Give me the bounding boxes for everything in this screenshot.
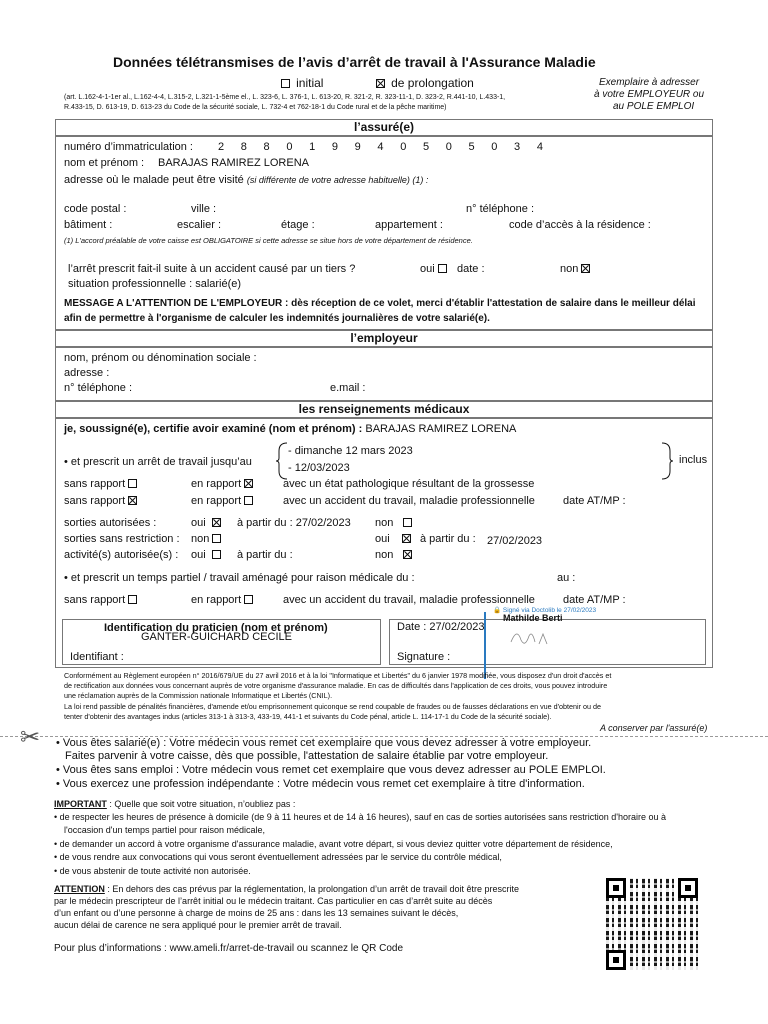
sorties-autorisees-date[interactable]: 27/02/2023 xyxy=(295,517,351,529)
sorties-sans-restriction-oui-label: oui xyxy=(375,533,390,545)
initial-option[interactable] xyxy=(281,76,323,90)
sorties-sans-restriction-date[interactable]: 27/02/2023 xyxy=(487,535,543,547)
exemplaire-line-1: Exemplaire à adresser xyxy=(599,77,700,88)
adresse-visite-text: adresse où le malade peut être visité xyxy=(64,174,244,186)
sorties-autorisees-non-checkbox[interactable] xyxy=(403,518,412,527)
date-bracket-right xyxy=(660,442,674,480)
prolongation-checkbox[interactable] xyxy=(376,79,385,88)
accident-oui-checkbox[interactable] xyxy=(438,264,447,273)
attention-line-3: d’un enfant ou d’une personne à charge de moins de 25 ans : dans les 13 semaines suivant le décès, xyxy=(54,908,459,918)
temps-partiel-label: • et prescrit un temps partiel / travail aménagé pour raison médicale du : xyxy=(64,572,415,584)
nom-value[interactable]: BARAJAS RAMIREZ LORENA xyxy=(158,157,309,169)
praticien-title: Identification du praticien (nom et prénom) xyxy=(104,622,328,634)
batiment-label: bâtiment : xyxy=(64,219,113,231)
activites-oui-label: oui xyxy=(191,549,206,561)
instr-salarie-1: • Vous êtes salarié(e) : Votre médecin vous remet cet exemplaire que vous devez adresser à votre employeur. xyxy=(56,737,591,749)
sorties-sans-restriction-non-checkbox[interactable] xyxy=(212,534,221,543)
date-bracket-left xyxy=(275,442,289,480)
rgpd-line-5: tenter d'obtenir des avantages indus (articles 313-1 à 313-3, 433-19, 441-1 et suivants du Code pénal, article L. 114-17-1 du Code de la sécurité sociale). xyxy=(64,712,552,721)
prolongation-label: de prolongation xyxy=(391,76,474,90)
inclus-label: inclus xyxy=(679,454,708,466)
tp-sans-rapport-checkbox[interactable] xyxy=(128,595,137,604)
accident-non-label: non xyxy=(560,263,579,275)
page-title: Données télétransmises de l’avis d’arrêt de travail à l'Assurance Maladie xyxy=(113,54,596,70)
sorties-sans-restriction-non-label: non xyxy=(191,533,210,545)
important-item-1b: l'occasion d'un temps partiel pour raison médicale, xyxy=(64,825,266,835)
appartement-label: appartement : xyxy=(375,219,443,231)
date-option-2[interactable]: - 12/03/2023 xyxy=(288,462,350,474)
accident-travail-label: avec un accident du travail, maladie professionnelle xyxy=(283,495,535,507)
important-item-1: • de respecter les heures de présence à domicile (de 9 à 11 heures et de 14 à 16 heures), sauf en cas de sorties autorisées sans restriction d'horaire ou à xyxy=(54,812,666,822)
telephone-label: n° téléphone : xyxy=(466,203,535,215)
atmp-en-rapport-label: en rapport xyxy=(191,495,242,507)
adresse-visite-label xyxy=(64,174,428,186)
certify-line xyxy=(64,423,516,435)
prolongation-option[interactable] xyxy=(376,76,474,90)
grossesse-en-rapport[interactable] xyxy=(191,478,253,490)
adresse-visite-note: (si différente de votre adresse habituelle) (1) : xyxy=(246,175,429,185)
escalier-label: escalier : xyxy=(177,219,222,231)
grossesse-label: avec un état pathologique résultant de la grossesse xyxy=(283,478,535,490)
atmp-sans-rapport-label: sans rapport xyxy=(64,495,126,507)
praticien-date xyxy=(397,621,484,633)
accident-tiers-label: l’arrêt prescrit fait-il suite à un accident causé par un tiers ? xyxy=(68,263,356,275)
sorties-autorisees-oui-checkbox[interactable] xyxy=(212,518,221,527)
accident-non-option[interactable] xyxy=(560,263,590,275)
important-title: IMPORTANT xyxy=(54,799,107,809)
certify-value[interactable]: BARAJAS RAMIREZ LORENA xyxy=(365,423,517,435)
date-option-1[interactable]: - dimanche 12 mars 2023 xyxy=(288,445,413,457)
situation-value[interactable]: salarié(e) xyxy=(195,278,242,290)
arret-label: • et prescrit un arrêt de travail jusqu’au xyxy=(64,456,252,468)
nom-label: nom et prénom : xyxy=(64,157,145,169)
activites-non-label: non xyxy=(375,549,394,561)
instr-salarie-2: Faites parvenir à votre caisse, dès que possible, l'attestation de salaire établie par votre employeur. xyxy=(65,750,549,762)
sorties-sans-restriction-non[interactable] xyxy=(191,533,221,545)
doctolib-signature-line xyxy=(484,612,486,679)
attention-text-1: : En dehors des cas prévus par la réglementation, la prolongation d’un arrêt de travail doit être prescrite xyxy=(104,884,520,894)
tp-en-rapport-label: en rapport xyxy=(191,594,242,606)
activites-label: activité(s) autorisée(s) : xyxy=(64,549,179,561)
immat-label: numéro d’immatriculation : xyxy=(64,141,193,153)
sorties-autorisees-oui-label: oui xyxy=(191,517,206,529)
praticien-date-value[interactable]: 27/02/2023 xyxy=(429,621,485,633)
praticien-name[interactable]: GANTER-GUICHARD CECILE xyxy=(141,631,292,643)
lock-icon: 🔒 xyxy=(493,607,502,614)
activites-non-checkbox[interactable] xyxy=(403,550,412,559)
accident-oui-label: oui xyxy=(420,263,435,275)
tp-sans-rapport-label: sans rapport xyxy=(64,594,126,606)
initial-label: initial xyxy=(296,76,324,90)
legal-reference-line-1: (art. L.162-4-1-1er al., L.162-4-4, L.315-2, L.321-1-5ème el., L. 323-6, L. 376-1, L. 613-20, R. 321-2, R. 323-11-1, D. 323-2, R.441-10, L.433-1, xyxy=(64,94,506,101)
situation-text: situation professionnelle : xyxy=(68,278,193,290)
activites-a-partir-label: à partir du : xyxy=(237,549,293,561)
important-item-2: • de demander un accord à votre organisme d'assurance maladie, avant votre départ, si vous deviez quitter votre département de résidence, xyxy=(54,839,613,849)
signature-label: Signature : xyxy=(397,651,451,663)
sorties-sans-restriction-oui-checkbox[interactable] xyxy=(402,534,411,543)
etage-label: étage : xyxy=(281,219,315,231)
accident-date-label: date : xyxy=(457,263,485,275)
employer-message-line-1: MESSAGE A L'ATTENTION DE L'EMPLOYEUR : dès réception de ce volet, merci d'établir l'attestation de salaire dans le meilleur délai xyxy=(64,298,696,309)
conserver-label: A conserver par l'assuré(e) xyxy=(600,723,708,733)
code-postal-label: code postal : xyxy=(64,203,127,215)
important-intro-text: : Quelle que soit votre situation, n’oubliez pas : xyxy=(106,799,296,809)
identifiant-label: Identifiant : xyxy=(70,651,124,663)
rgpd-line-3: une réclamation auprès de la Commission nationale Informatique et Libertés (CNIL). xyxy=(64,691,333,700)
grossesse-sans-rapport[interactable] xyxy=(64,478,137,490)
handwritten-signature xyxy=(505,622,565,652)
ville-label: ville : xyxy=(191,203,217,215)
tp-sans-rapport[interactable] xyxy=(64,594,137,606)
attention-title: ATTENTION xyxy=(54,884,105,894)
instr-independant: • Vous exercez une profession indépendante : Votre médecin vous remet cet exemplaire à titre d'information. xyxy=(56,778,585,790)
immat-value[interactable]: 2 8 8 0 1 9 9 4 0 5 0 5 0 3 4 xyxy=(218,141,549,153)
employeur-nom-label: nom, prénom ou dénomination sociale : xyxy=(64,352,257,364)
sorties-autorisees-label: sorties autorisées : xyxy=(64,517,157,529)
activites-oui[interactable] xyxy=(191,549,221,561)
attention-line-2: par le médecin prescripteur de l’arrêt initial ou le médecin traitant. Cas particulier en cas d’arrêt suite au décès xyxy=(54,896,493,906)
scissors-icon: ✂ xyxy=(20,724,41,751)
attention-line-1 xyxy=(54,884,519,894)
employeur-telephone-label: n° téléphone : xyxy=(64,382,133,394)
sorties-sans-restriction-label: sorties sans restriction : xyxy=(64,533,180,545)
grossesse-en-rapport-checkbox[interactable] xyxy=(244,479,253,488)
grossesse-en-rapport-label: en rapport xyxy=(191,478,242,490)
qr-finder-bottom-left xyxy=(606,950,626,970)
doctolib-signer-name: Mathilde Berti xyxy=(503,613,563,623)
grossesse-sans-rapport-checkbox[interactable] xyxy=(128,479,137,488)
accord-note: (1) L'accord préalable de votre caisse est OBLIGATOIRE si cette adresse se situe hors de votre département de résidence. xyxy=(64,236,473,245)
accident-oui-option[interactable] xyxy=(420,263,447,275)
exemplaire-line-3: au POLE EMPLOI xyxy=(613,101,695,112)
employer-message-line-2: afin de permettre à l'organisme de calculer les indemnités journalières de votre salarié(e). xyxy=(64,313,490,324)
initial-checkbox[interactable] xyxy=(281,79,290,88)
important-intro xyxy=(54,799,295,809)
atmp-sans-rapport[interactable] xyxy=(64,495,137,507)
certify-label: je, soussigné(e), certifie avoir examiné (nom et prénom) : xyxy=(64,423,363,435)
exemplaire-line-2: à votre EMPLOYEUR ou xyxy=(594,89,705,100)
employeur-email-label: e.mail : xyxy=(330,382,366,394)
accident-non-checkbox[interactable] xyxy=(581,264,590,273)
instr-sans-emploi: • Vous êtes sans emploi : Votre médecin vous remet cet exemplaire que vous devez adresser au POLE EMPLOI. xyxy=(56,764,606,776)
employeur-adresse-label: adresse : xyxy=(64,367,110,379)
atmp-en-rapport[interactable] xyxy=(191,495,253,507)
tp-en-rapport[interactable] xyxy=(191,594,253,606)
grossesse-sans-rapport-label: sans rapport xyxy=(64,478,126,490)
section-medical-title: les renseignements médicaux xyxy=(55,401,713,418)
atmp-en-rapport-checkbox[interactable] xyxy=(244,496,253,505)
doctolib-signed-via-text: Signé via Doctolib le 27/02/2023 xyxy=(502,607,597,614)
sorties-sans-restriction-oui[interactable] xyxy=(375,533,411,545)
important-item-3: • de vous rendre aux convocations qui vous seront éventuellement adressées par le service du contrôle médical, xyxy=(54,852,502,862)
activites-oui-checkbox[interactable] xyxy=(212,550,221,559)
code-acces-label: code d’accès à la résidence : xyxy=(509,219,651,231)
tp-en-rapport-checkbox[interactable] xyxy=(244,595,253,604)
more-info: Pour plus d’informations : www.ameli.fr/arret-de-travail ou scannez le QR Code xyxy=(54,943,404,954)
important-item-4: • de vous abstenir de toute activité non autorisée. xyxy=(54,866,251,876)
tp-date-atmp-label: date AT/MP : xyxy=(563,594,626,606)
temps-partiel-au-label: au : xyxy=(557,572,576,584)
atmp-sans-rapport-checkbox[interactable] xyxy=(128,496,137,505)
rgpd-line-4: La loi rend passible de pénalités financières, d'amende et/ou emprisonnement quiconque se rend coupable de fraudes ou de fausses déclarations en vue d'obtenir ou de xyxy=(64,702,601,711)
legal-reference-line-2: R.433-15, D. 613-19, D. 613-23 du Code de la sécurité sociale, L. 732-4 et 762-18-1 du Code rural et de la pêche maritime) xyxy=(64,104,447,111)
qr-finder-top-left xyxy=(606,878,626,898)
activites-non[interactable] xyxy=(375,549,412,561)
sorties-autorisees-non[interactable] xyxy=(375,517,412,529)
rgpd-line-1: Conformément au Règlement européen n° 2016/679/UE du 27 avril 2016 et à la loi "Informatique et Libertés" du 6 janvier 1978 modifiée, vous disposez d'un droit d'accès et xyxy=(64,671,612,680)
section-employeur-title: l’employeur xyxy=(55,330,713,347)
qr-finder-top-right xyxy=(678,878,698,898)
sorties-autorisees-oui[interactable] xyxy=(191,517,221,529)
attention-line-4: aucun délai de carence ne sera appliqué pour le premier arrêt de travail. xyxy=(54,920,342,930)
sorties-autorisees-non-label: non xyxy=(375,517,394,529)
rgpd-line-2: de rectification aux données vous concernant auprès de votre organisme d'assurance maladie. En cas de difficultés dans l'application de ces droits, vous pouvez introduire xyxy=(64,681,608,690)
tp-accident-travail-label: avec un accident du travail, maladie professionnelle xyxy=(283,594,535,606)
sorties-sans-restriction-a-partir-label: à partir du : xyxy=(420,533,476,545)
sorties-autorisees-date-line xyxy=(237,517,351,529)
sorties-autorisees-a-partir-label: à partir du : xyxy=(237,517,293,529)
section-assure-title: l’assuré(e) xyxy=(55,119,713,136)
praticien-date-label: Date : xyxy=(397,621,427,633)
date-atmp-label: date AT/MP : xyxy=(563,495,626,507)
situation-label xyxy=(68,278,241,290)
